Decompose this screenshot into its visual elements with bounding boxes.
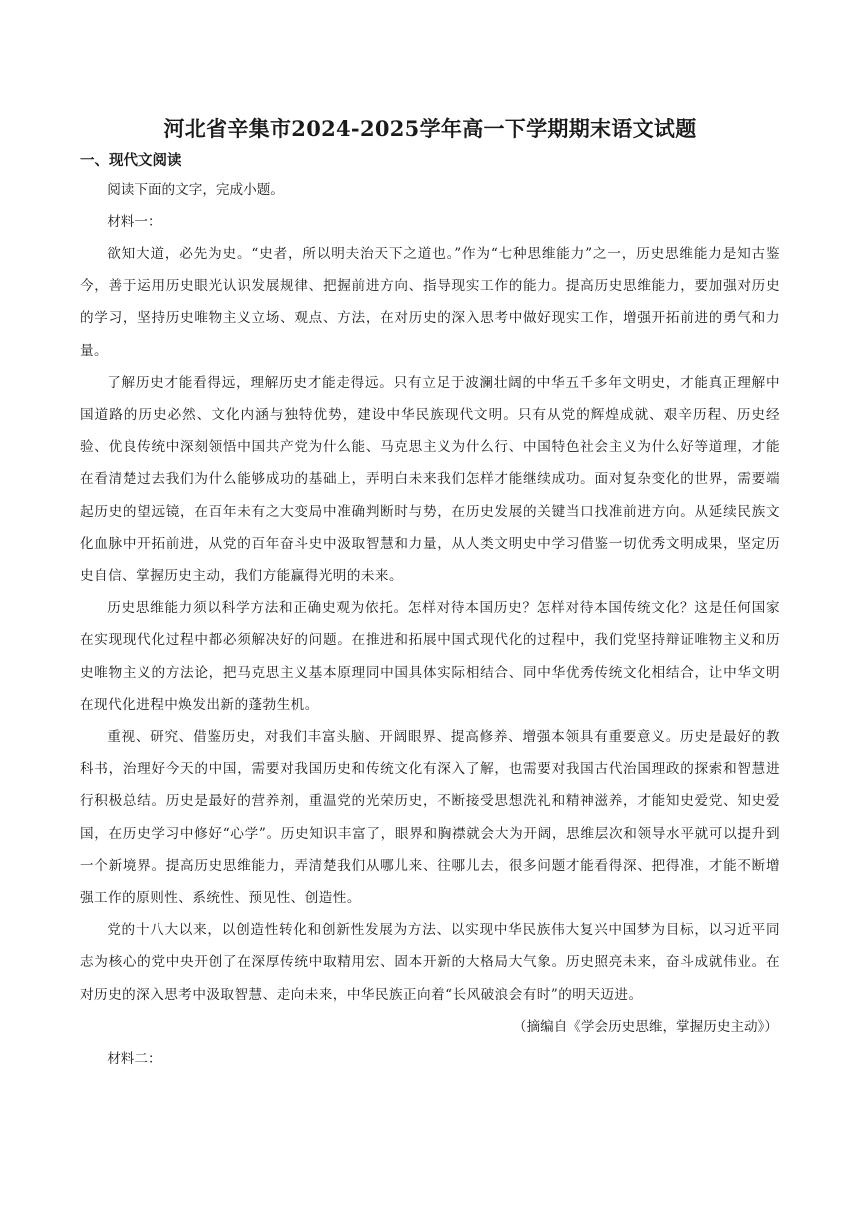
source-citation: （摘编自《学会历史思维，掌握历史主动》） xyxy=(512,1018,778,1035)
material-1-label: 材料一： xyxy=(107,214,162,230)
paragraph-2: 了解历史才能看得远，理解历史才能走得远。只有立足于波澜壮阔的中华五千多年文明史，才能真正理解中国道路的历史必然、文化内涵与独特优势，建设中华民族现代文明。只有从党的辉煌成就、艰辛历程、历史经验、优良传统中深刻领悟中国共产党为什么能、马克思主义为什么行、中国特色社会主义为什么好等道理，才能在看清楚过去我们为什么能够成功的基础上，弄明白未来我们怎样才能继续成功。面对复杂变化的世界，需要端起历史的望远镜，在百年未有之大变局中准确判断时与势，在历史发展的关键当口找准前进方向。从延续民族文化血脉中开拓前进，从党的百年奋斗史中汲取智慧和力量，从人类文明史中学习借鉴一切优秀文明成果，坚定历史自信、掌握历史主动，我们方能赢得光明的未来。 xyxy=(80,374,780,585)
reading-instruction: 阅读下面的文字，完成小题。 xyxy=(107,182,284,198)
paragraph-5: 党的十八大以来，以创造性转化和创新性发展为方法、以实现中华民族伟大复兴中国梦为目标，以习近平同志为核心的党中央开创了在深厚传统中取精用宏、固本开新的大格局大气象。历史照亮未来，奋斗成就伟业。在对历史的深入思考中汲取智慧、走向未来，中华民族正向着“长风破浪会有时”的明天迈进。 xyxy=(80,922,780,1003)
paragraph-1: 欲知大道，必先为史。“史者，所以明夫治天下之道也。”作为“七种思维能力”之一，历史思维能力是知古鉴今，善于运用历史眼光认识发展规律、把握前进方向、指导现实工作的能力。提高历史思维能力，要加强对历史的学习，坚持历史唯物主义立场、观点、方法，在对历史的深入思考中做好现实工作，增强开拓前进的勇气和力量。 xyxy=(80,246,780,359)
section-heading: 一、现代文阅读 xyxy=(80,153,182,169)
paragraph-4: 重视、研究、借鉴历史，对我们丰富头脑、开阔眼界、提高修养、增强本领具有重要意义。历史是最好的教科书，治理好今天的中国，需要对我国历史和传统文化有深入了解，也需要对我国古代治国理政的探索和智慧进行积极总结。历史是最好的营养剂，重温党的光荣历史，不断接受思想洗礼和精神滋养，才能知史爱党、知史爱国，在历史学习中修好“心学”。历史知识丰富了，眼界和胸襟就会大为开阔，思维层次和领导水平就可以提升到一个新境界。提高历史思维能力，弄清楚我们从哪儿来、往哪儿去，很多问题才能看得深、把得准，才能不断增强工作的原则性、系统性、预见性、创造性。 xyxy=(80,729,780,907)
material-2-label: 材料二： xyxy=(107,1050,162,1067)
document-title: 河北省辛集市2024-2025学年高一下学期期末语文试题 xyxy=(163,116,697,141)
paragraph-3: 历史思维能力须以科学方法和正确史观为依托。怎样对待本国历史？怎样对待本国传统文化？这是任何国家在实现现代化过程中都必须解决好的问题。在推进和拓展中国式现代化的过程中，我们党坚持辩证唯物主义和历史唯物主义的方法论，把马克思主义基本原理同中国具体实际相结合、同中华优秀传统文化相结合，让中华文明在现代化进程中焕发出新的蓬勃生机。 xyxy=(80,600,780,713)
